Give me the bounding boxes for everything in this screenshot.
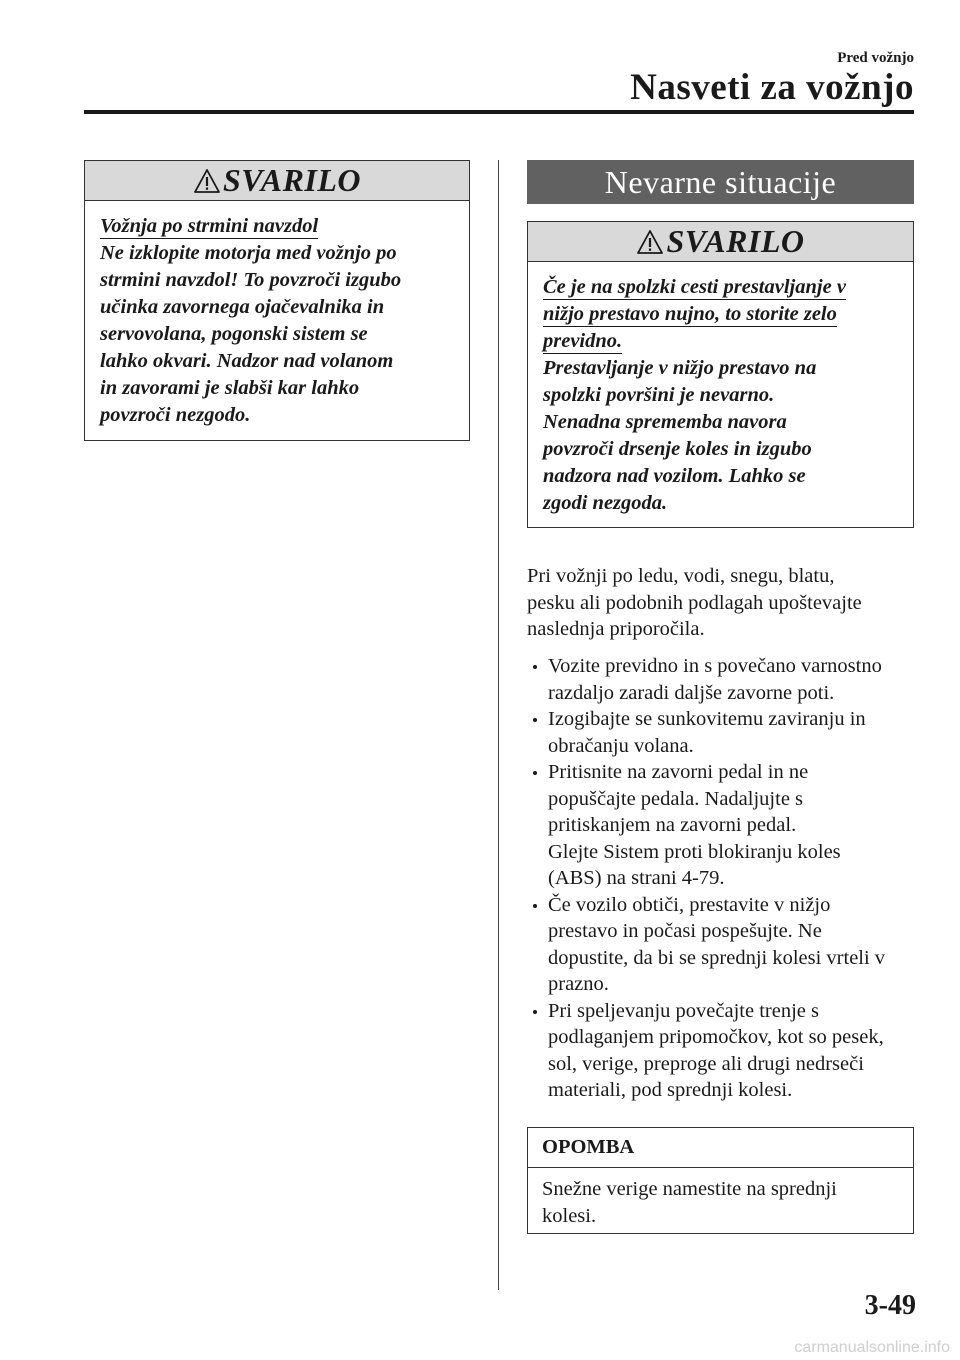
warning-subtitle-line: previdno. <box>543 330 623 352</box>
warning-box-slippery <box>527 221 914 528</box>
list-item-line: Pritisnite na zavorni pedal in ne <box>548 761 809 783</box>
bullet-dot <box>533 718 537 722</box>
warning-line: spolzki površini je nevarno. <box>543 384 775 406</box>
watermark: carmanualsonline.info <box>794 1339 950 1356</box>
list-item-line: Izogibajte se sunkovitemu zaviranju in <box>548 708 866 730</box>
warning-line: povzroči drsenje koles in izgubo <box>543 438 812 460</box>
note-line: kolesi. <box>542 1205 597 1227</box>
warning-triangle-icon <box>636 229 664 255</box>
warning-line: in zavorami je slabši kar lahko <box>100 377 360 399</box>
column-divider <box>498 160 499 1290</box>
note-box <box>527 1127 914 1234</box>
note-line: Snežne verige namestite na sprednji <box>542 1178 837 1200</box>
warning-header <box>528 222 913 262</box>
warning-box-downhill <box>84 160 470 441</box>
warning-line: strmini navzdol! To povzroči izgubo <box>100 269 402 291</box>
intro-line: Pri vožnji po ledu, vodi, snegu, blatu, <box>527 565 835 587</box>
section-title-banner: Nevarne situacije <box>527 160 914 204</box>
recommendations-list <box>530 653 920 1104</box>
warning-line: učinka zavornega ojačevalnika in <box>100 296 385 318</box>
list-item <box>530 706 920 759</box>
warning-line: lahko okvari. Nadzor nad volanom <box>100 350 394 372</box>
list-item-line: Če vozilo obtiči, prestavite v nižjo <box>548 893 831 916</box>
warning-line: zgodi nezgoda. <box>543 492 668 514</box>
warning-body <box>85 201 469 443</box>
list-item-line: Pri speljevanju povečajte trenje s <box>548 999 819 1022</box>
warning-header <box>85 161 469 201</box>
header-rule <box>84 110 914 114</box>
warning-line: Nenadna sprememba navora <box>543 411 787 433</box>
list-item-line: popuščajte pedala. Nadaljujte s <box>548 787 804 810</box>
running-header-section: Pred vožnjo <box>837 50 914 66</box>
bullet-dot <box>533 665 537 669</box>
list-item-line: pritiskanjem na zavorni pedal. <box>548 814 797 836</box>
list-item <box>530 653 920 706</box>
warning-line: povzroči nezgodo. <box>100 404 251 426</box>
list-item-line: Glejte Sistem proti blokiranju koles <box>548 840 841 863</box>
page-title: Nasveti za vožnjo <box>630 67 914 108</box>
warning-triangle-icon <box>193 168 221 194</box>
warning-line: Ne izklopite motorja med vožnjo po <box>100 242 397 264</box>
list-item-line: prazno. <box>548 973 609 995</box>
list-item-line: dopustite, da bi se sprednji kolesi vrteli v <box>548 946 886 969</box>
page-number: 3-49 <box>864 1290 916 1321</box>
list-item-line: Vozite previdno in s povečano varnostno <box>548 655 882 677</box>
list-item-line: materiali, pod sprednji kolesi. <box>548 1079 793 1101</box>
warning-label: SVARILO <box>666 223 805 259</box>
list-item <box>530 998 920 1104</box>
warning-line: servovolana, pogonski sistem se <box>100 323 368 345</box>
list-item-line: sol, verige, preproge ali drugi nedrseči <box>548 1052 864 1075</box>
warning-subtitle-line: nižjo prestavo nujno, to storite zelo <box>543 303 837 325</box>
list-item-line: podlaganjem pripomočkov, kot so pesek, <box>548 1026 884 1048</box>
warning-body <box>528 262 913 531</box>
list-item-line: obračanju volana. <box>548 734 694 757</box>
warning-line: Prestavljanje v nižjo prestavo na <box>543 357 817 379</box>
warning-line: nadzora nad vozilom. Lahko se <box>543 465 806 487</box>
list-item <box>530 892 920 998</box>
note-label: OPOMBA <box>528 1128 913 1168</box>
list-item-line: razdaljo zaradi daljše zavorne poti. <box>548 681 835 704</box>
warning-subtitle: Vožnja po strmini navzdol <box>100 215 319 237</box>
list-item-line: prestavo in počasi pospešujte. Ne <box>548 920 822 942</box>
warning-subtitle-line: Če je na spolzki cesti prestavljanje v <box>543 276 846 298</box>
warning-label: SVARILO <box>222 162 362 198</box>
bullet-dot <box>533 771 537 775</box>
bullet-dot <box>533 1010 537 1014</box>
intro-line: pesku ali podobnih podlagah upoštevajte <box>527 591 862 614</box>
bullet-dot <box>533 904 537 908</box>
intro-line: naslednja priporočila. <box>527 618 705 640</box>
list-item-line: (ABS) na strani 4-79. <box>548 867 725 889</box>
list-item <box>530 759 920 892</box>
note-body <box>528 1168 913 1238</box>
intro-paragraph <box>527 563 917 643</box>
